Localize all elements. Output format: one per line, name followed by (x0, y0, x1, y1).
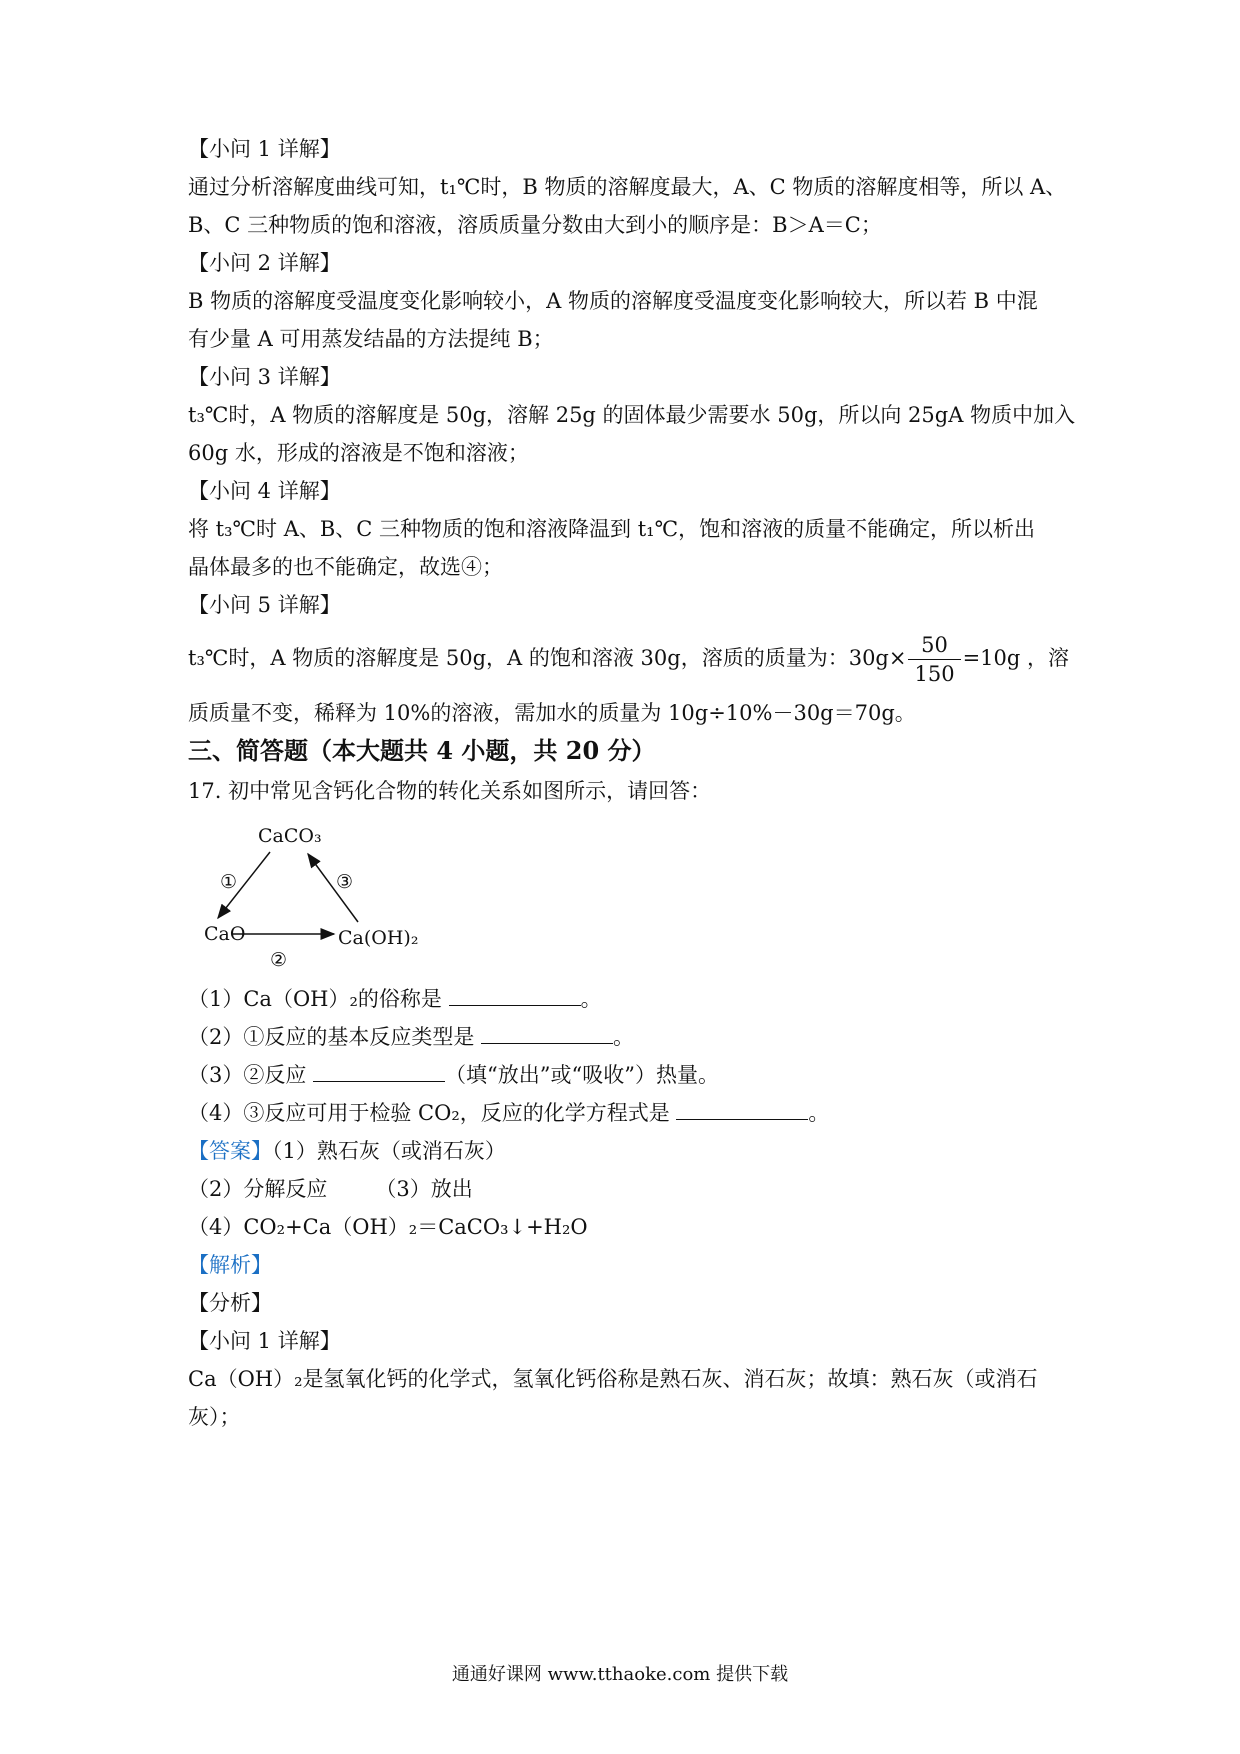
paragraph: 通过分析溶解度曲线可知，t₁℃时，B 物质的溶解度最大，A、C 物质的溶解度相等，所以 A、 (188, 175, 1067, 199)
caoh2-label: Ca(OH)₂ (338, 927, 419, 949)
answer-line: （2）分解反应 （3）放出 (188, 1177, 473, 1201)
paragraph: 将 t₃℃时 A、B、C 三种物质的饱和溶液降温到 t₁℃，饱和溶液的质量不能确定，所以析出 (188, 517, 1036, 541)
reaction-3-label: ③ (336, 871, 354, 893)
reaction-1-label: ① (220, 871, 238, 893)
analysis-label: 【解析】 (188, 1253, 272, 1277)
answer-blank[interactable] (481, 1025, 613, 1044)
footer-watermark: 通通好课网 www.tthaoke.com 提供下载 (451, 1664, 789, 1685)
fraction-numerator: 50 (908, 631, 960, 660)
heading-sub5: 【小问 5 详解】 (188, 593, 341, 617)
heading-sub2: 【小问 2 详解】 (188, 251, 341, 275)
sub-question-1: （1）Ca（OH）₂的俗称是 。 (188, 987, 602, 1011)
answer-blank[interactable] (313, 1063, 445, 1082)
heading-sub3: 【小问 3 详解】 (188, 365, 341, 389)
question-stem: 17. 初中常见含钙化合物的转化关系如图所示，请回答： (188, 779, 712, 803)
sub-question-4: （4）③反应可用于检验 CO₂，反应的化学方程式是 。 (188, 1101, 830, 1125)
conversion-diagram (198, 820, 478, 980)
formula-suffix: =10g ，溶 (962, 646, 1069, 670)
heading-sub1: 【小问 1 详解】 (188, 137, 341, 161)
formula-line (188, 628, 1069, 688)
answer-blank[interactable] (449, 987, 581, 1006)
sub-question-3: （3）②反应 （填“放出”或“吸收”）热量。 (188, 1063, 719, 1087)
sub-question-2: （2）①反应的基本反应类型是 。 (188, 1025, 635, 1049)
reaction-2-label: ② (270, 949, 288, 971)
fraction-denominator: 150 (914, 662, 955, 686)
cao-label: CaO (204, 923, 246, 945)
paragraph: 晶体最多的也不能确定，故选④； (188, 555, 503, 579)
caco3-label: CaCO₃ (258, 825, 322, 847)
paragraph: 质质量不变，稀释为 10%的溶液，需加水的质量为 10g÷10%－30g＝70g。 (188, 701, 916, 725)
heading-sub4: 【小问 4 详解】 (188, 479, 341, 503)
fraction (908, 631, 960, 688)
formula-prefix: t₃℃时，A 物质的溶解度是 50g，A 的饱和溶液 30g，溶质的质量为：30g× (188, 646, 907, 670)
heading-sub1: 【小问 1 详解】 (188, 1329, 341, 1353)
paragraph: 有少量 A 可用蒸发结晶的方法提纯 B； (188, 327, 554, 351)
paragraph: B 物质的溶解度受温度变化影响较小，A 物质的溶解度受温度变化影响较大，所以若 B 中混 (188, 289, 1038, 313)
fenxi-label: 【分析】 (188, 1291, 272, 1315)
answer-line: 【答案】（1）熟石灰（或消石灰） (188, 1139, 506, 1163)
paragraph: 60g 水，形成的溶液是不饱和溶液； (188, 441, 529, 465)
section-title: 三、简答题（本大题共 4 小题，共 20 分） (188, 736, 656, 765)
answer-line: （4）CO₂+Ca（OH）₂＝CaCO₃↓+H₂O (188, 1215, 588, 1239)
paragraph: B、C 三种物质的饱和溶液，溶质质量分数由大到小的顺序是：B＞A＝C； (188, 213, 882, 237)
paragraph: Ca（OH）₂是氢氧化钙的化学式，氢氧化钙俗称是熟石灰、消石灰；故填：熟石灰（或消石 (188, 1367, 1038, 1391)
paragraph: t₃℃时，A 物质的溶解度是 50g，溶解 25g 的固体最少需要水 50g，所以向 25gA 物质中加入 (188, 403, 1076, 427)
answer-label: 【答案】 (188, 1139, 272, 1163)
answer-blank[interactable] (676, 1101, 808, 1120)
paragraph: 灰）； (188, 1405, 241, 1429)
